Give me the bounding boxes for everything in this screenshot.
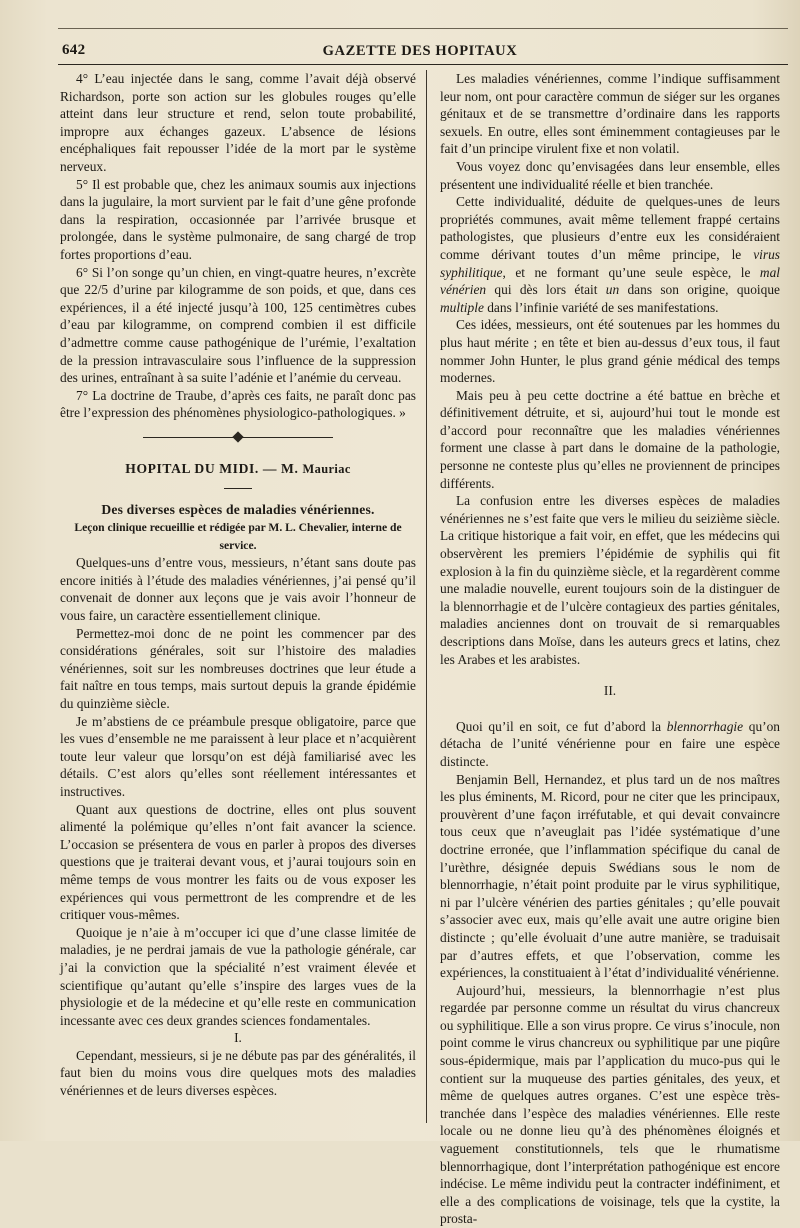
text-run: , et ne formant qu’une seule espèce, le [502, 264, 760, 280]
right-paragraph-8: Benjamin Bell, Hernandez, et plus tard un de nos maîtres les plus éminents, M. Ricord, pour ne citer que les principaux, prouvèrent d’une façon irréfutable, et qui devait convaincre tous ceux que n’aveuglait pas l’idée systématique d’une doctrine erronée, que l’inflammation spécifique du canal de l’urèthre, désignée depuis Swédians sous le nom de blennorrhagie, n’était point produite par le virus syphilitique, ni par l’ulcère vénérien des parties génitales ; qu’elle pouvait s’associer avec eux, mais qu’elle avait une autre origine bien distincte ; qu’elle évoluait d’une autre manière, se traduisait par d’autres effets, et que l’observation, comme les expériences, la constituaient à l’état d’individualité vénérienne. [440, 771, 780, 981]
page-number: 642 [62, 42, 86, 58]
left-column [60, 70, 416, 1100]
lecture-title: Des diverses espèces de maladies vénériennes. [101, 502, 375, 518]
lecture-paragraph-6: Cependant, messieurs, si je ne débute pas par des généralités, il faut bien du moins vous dire quelques mots des maladies vénériennes et de leurs diverses espèces. [60, 1047, 416, 1099]
section-heading [60, 460, 416, 479]
section-heading-professor: Mauriac [302, 461, 351, 476]
ornament-diamond [232, 431, 243, 442]
paragraph-conclusion-4: 4° L’eau injectée dans le sang, comme l’avait déjà observé Richardson, porte son action sur les globules rouges qu’elle atteint dans leur structure et rend, selon toute probabilité, impropre aux échanges gazeux. L’absence de lésions encéphaliques fait repousser l’idée de la mort par le système nerveux. [60, 71, 416, 174]
header-top-rule [58, 28, 788, 29]
italic-term: blennorrhagie [666, 718, 744, 734]
text-run: dans l’infinie variété de ses manifestations. [483, 299, 719, 315]
right-paragraph-9: Aujourd’hui, messieurs, la blennorrhagie n’est plus regardée par personne comme un résultat du virus chancreux ou syphilitique. Elle a son virus propre. Ce virus s’inocule, non point comme le virus chancreux ou syphilitique par une piqûre sous-épidermique, mais par l’application du muco-pus qui le contient sur la muqueuse des parties génitales, des yeux, et même de quelques autres organes. C’est une espèce très-tranchée dans l’espèce des maladies vénériennes. Elle reste locale ou ne donne lieu qu’à des phénomènes éloignés et vaguement constitutionnels, tels que le rhumatisme blennorrhagique, dont l’interprétation pathogénique est encore indécise. Le même individu peut la contracter indéfiniment, et elle a des complications de voisinage, tels que la cystite, la prosta- [440, 982, 780, 1227]
right-paragraph-7 [440, 718, 780, 771]
section-heading-hospital: HOPITAL DU MIDI. — M. [125, 460, 299, 476]
italic-term: un [605, 282, 620, 298]
paragraph-conclusion-5: 5° Il est probable que, chez les animaux soumis aux injections dans la jugulaire, la mort survient par le fait d’une gêne profonde dans la respiration, occasionnée par l’arrivée brusque et prolongée, dans le système pulmonaire, de sang chargé de trop fortes proportions d’eau. [60, 176, 416, 262]
header-rule [58, 64, 788, 65]
text-run: dans son origine, quoique [619, 282, 780, 298]
right-paragraph-3 [440, 193, 780, 316]
lecture-paragraph-1: Quelques-uns d’entre vous, messieurs, n’étant sans doute pas encore initiés à l’étude des maladies vénériennes, j’ai pensé qu’il convenait de donner aux leçons que je vais avoir l’honneur de vous faire, un caractère essentiellement clinique. [60, 555, 416, 624]
text-run: qu’on détacha de l’unité vénérienne pour en faire une espèce distincte. [440, 718, 780, 769]
right-paragraph-6: La confusion entre les diverses espèces de maladies vénériennes ne s’est faite que vers le milieu du seizième siècle. La critique historique a fait voir, en effet, que les médecins qui observèrent les premiers l’épidémie de syphilis qui fit explosion à la fin du quinzième siècle, et la regardèrent comme une maladie nouvelle, eurent toujours soin de la distinguer de la blennorrhagie et de l’ulcère contagieux des parties génitales, maladies anciennes dont on trouvait de si remarquables descriptions dans Moïse, dans les auteurs grecs et latins, chez les Arabes et les arabistes. [440, 493, 780, 667]
lecture-paragraph-2: Permettez-moi donc de ne point les commencer par des considérations générales, soit sur l’histoire des maladies vénériennes, soit sur les nombreuses doctrines que leur étude a fait naître en tous temps, mais surtout depuis la grande épidémie du quinzième siècle. [60, 625, 416, 711]
lecture-paragraph-4: Quant aux questions de doctrine, elles ont plus souvent alimenté la polémique qu’elles n’ont fait avancer la science. L’occasion se présentera de vous en parler à propos des diverses questions que je traiterai devant vous, et j’aurai toujours soin en même temps de vous montrer les faits ou de vous exposer les expériences qui vous permettront de les comprendre et de les critiquer vous-mêmes. [60, 801, 416, 923]
roman-numeral-two: II. [603, 683, 617, 699]
right-paragraph-1: Les maladies vénériennes, comme l’indique suffisamment leur nom, ont pour caractère commun de siéger sur les organes génitaux et de se transmettre d’ordinaire dans les rapports sexuels. En outre, elles sont éminemment contagieuses par le fait d’un principe virulent fixe et non volatil. [440, 71, 780, 157]
italic-term: virus syphilitique [440, 246, 780, 280]
lecture-paragraph-3: Je m’abstiens de ce préambule presque obligatoire, parce que les vues d’ensemble ne me paraissent à leur place et n’acquièrent toute leur valeur que lorsqu’on est déjà familiarisé avec les détails. C’est alors qu’elles sont réellement intéressantes et instructives. [60, 713, 416, 799]
text-run: Cette individualité, déduite de quelques-unes de leurs propriétés communes, avait même tellement frappé certains pathologistes, que plusieurs d’entre eux les considéraient comme dérivant toutes d’un même principe, le [440, 194, 780, 262]
roman-numeral-one: I. [234, 1030, 242, 1046]
right-paragraph-4: Ces idées, messieurs, ont été soutenues par les hommes du plus haut mérite ; en tête et bien au-dessus d’eux tous, il faut nommer John Hunter, le plus grand génie médical des temps modernes. [440, 317, 780, 386]
short-rule [224, 488, 252, 489]
lecture-paragraph-5: Quoique je n’aie à m’occuper ici que d’une classe limitée de maladies, je ne perdrai jamais de vue la pathologie générale, car j’ai la conviction que la spécialité n’est vraiment élevée et scientifique qu’autant qu’elle s’inspire des larges vues de la physiologie et de la médecine et qu’elle reste en communication incessante avec ces deux grandes sciences fondamentales. [60, 924, 416, 1028]
italic-term: multiple [440, 299, 484, 315]
right-paragraph-2: Vous voyez donc qu’envisagées dans leur ensemble, elles présentent une individualité réelle et bien tranchée. [440, 158, 780, 192]
right-column [440, 70, 780, 1228]
column-divider [426, 70, 427, 1123]
right-paragraph-5: Mais peu à peu cette doctrine a été battue en brèche et définitivement détruite, et si, aujourd’hui tout le monde est d’accord pour reconnaître que les maladies vénériennes forment une classe à part dans le domaine de la pathologie, personne ne conteste plus qu’elles ne proviennent de principes différents. [440, 387, 780, 491]
paragraph-conclusion-7: 7° La doctrine de Traube, d’après ces faits, ne paraît donc pas être l’expression des phénomènes physiologico-pathologiques. » [60, 387, 416, 421]
paragraph-conclusion-6: 6° Si l’on songe qu’un chien, en vingt-quatre heures, n’excrète que 22/5 d’urine par kilogramme de son poids, et que, dans ces expériences, il a été injecté jusqu’à 100, 125 centimètres cubes d’eau par kilogramme, on comprend combien il est difficile d’admettre comme cause pathogénique de l’urémie, l’exaltation de la pression intravasculaire sous l’influence de la suppression des urines, entraînant à sa suite l’adénie et l’anémie du cerveau. [60, 264, 416, 386]
text-run: Quoi qu’il en soit, ce fut d’abord la [456, 718, 667, 734]
journal-title: GAZETTE DES HOPITAUX [322, 43, 518, 59]
italic-term: mal vénérien [440, 264, 780, 298]
lecture-credit: Leçon clinique recueillie et rédigée par M. L. Chevalier, interne de service. [74, 521, 402, 552]
text-run: qui dès lors était [486, 282, 606, 298]
section-ornament [143, 434, 333, 442]
